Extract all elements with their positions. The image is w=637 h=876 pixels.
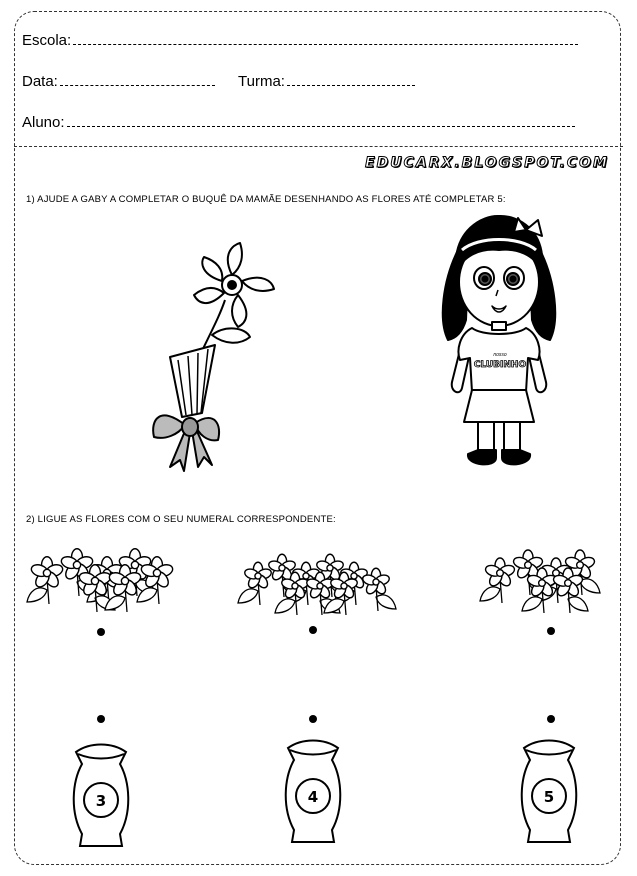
student-field[interactable] — [22, 114, 575, 131]
class-label: Turma: — [238, 73, 285, 90]
vase-4 — [282, 738, 344, 848]
vase-dot-3[interactable] — [547, 715, 555, 723]
leaf-icon — [275, 599, 295, 613]
leaf-icon — [238, 589, 258, 603]
bouquet-illustration — [140, 245, 280, 475]
date-line[interactable] — [60, 85, 215, 86]
class-field[interactable] — [238, 73, 415, 90]
school-field[interactable] — [22, 32, 578, 49]
shirt-small-text: nosso — [493, 352, 507, 358]
exercise2-instruction: 2) LIGUE AS FLORES COM O SEU NUMERAL CORRESPONDENTE: — [26, 514, 336, 525]
header-divider — [14, 146, 623, 147]
date-field[interactable] — [22, 73, 215, 90]
school-line[interactable] — [73, 44, 578, 45]
vase-3 — [70, 742, 132, 852]
leaf-icon — [480, 587, 500, 601]
date-label: Data: — [22, 73, 58, 90]
leaf-icon — [522, 597, 542, 611]
leaf-icon — [27, 588, 47, 602]
watermark: EDUCARX.BLOGSPOT.COM — [365, 155, 609, 171]
exercise1-instruction: 1) AJUDE A GABY A COMPLETAR O BUQUÊ DA MAMÃE DESENHANDO AS FLORES ATÉ COMPLETAR 5: — [26, 194, 506, 205]
vase-number-5: 5 — [543, 788, 555, 806]
class-line[interactable] — [287, 85, 415, 86]
vase-dot-2[interactable] — [309, 715, 317, 723]
flower-group-dot-1[interactable] — [97, 628, 105, 636]
flower-group-4 — [480, 543, 605, 613]
vase-dot-1[interactable] — [97, 715, 105, 723]
leaf-icon — [568, 597, 588, 611]
girl-illustration — [438, 210, 560, 472]
leaf-icon — [580, 579, 600, 593]
vase-number-4: 4 — [307, 788, 319, 806]
school-label: Escola: — [22, 32, 72, 49]
flower-group-3 — [25, 543, 175, 613]
vase-5 — [518, 738, 580, 848]
vase-number-3: 3 — [95, 792, 107, 810]
flower-group-5 — [240, 548, 390, 618]
flower-group-dot-3[interactable] — [547, 627, 555, 635]
flower-group-dot-2[interactable] — [309, 626, 317, 634]
student-line[interactable] — [67, 126, 575, 127]
shirt-text: CLUBINHO — [473, 360, 527, 370]
student-label: Aluno: — [22, 114, 65, 131]
